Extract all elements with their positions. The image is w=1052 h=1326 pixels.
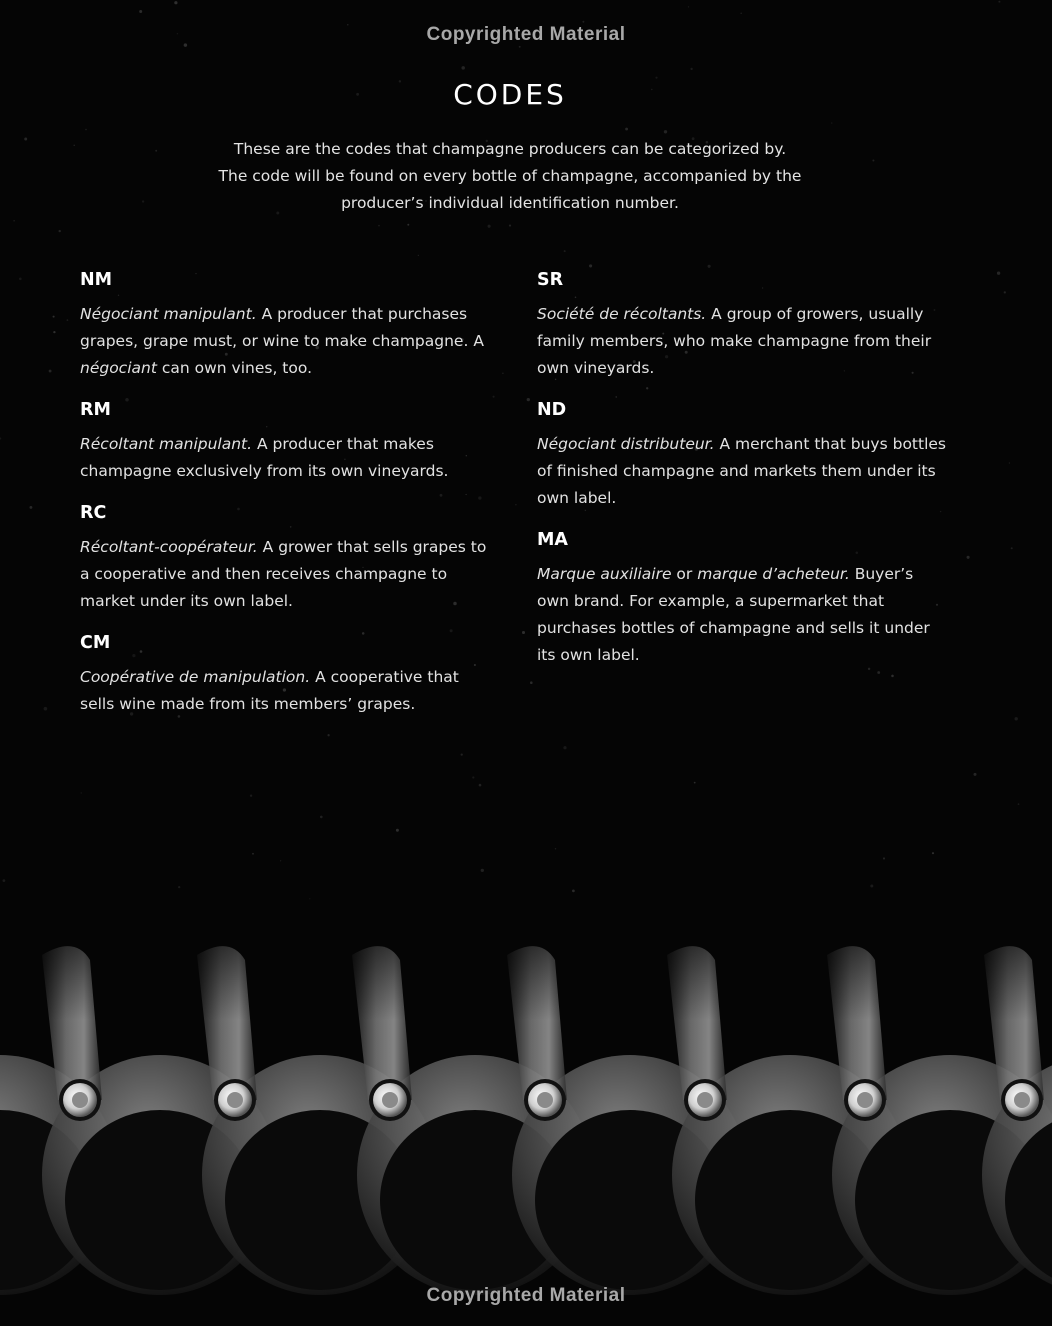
dust-speck xyxy=(3,879,6,882)
codes-left-column xyxy=(80,268,490,734)
dust-speck xyxy=(155,150,157,152)
codes-right-column xyxy=(537,268,947,685)
bottle-cap-center xyxy=(72,1092,88,1108)
dust-speck xyxy=(488,225,491,228)
dust-speck xyxy=(0,437,1,439)
code-term: Coopérative de manipulation. xyxy=(80,668,311,686)
dust-speck xyxy=(174,1,177,4)
dust-speck xyxy=(582,21,584,23)
bottle-cap-center xyxy=(227,1092,243,1108)
dust-speck xyxy=(974,773,977,776)
dust-speck xyxy=(81,792,82,793)
dust-speck xyxy=(515,504,516,505)
dust-speck xyxy=(883,857,885,859)
dust-speck xyxy=(396,829,399,832)
dust-speck xyxy=(555,848,556,849)
dust-speck xyxy=(530,681,533,684)
code-term: Négociant distributeur. xyxy=(537,435,715,453)
dust-speck xyxy=(49,370,52,373)
intro-line: The code will be found on every bottle of champagne, accompanied by the xyxy=(218,167,802,185)
code-description xyxy=(537,561,947,669)
code-text: A merchant that buys bottles of finished champagne and markets them under its own label. xyxy=(537,435,946,507)
code-label: ND xyxy=(537,400,567,420)
watermark-top: Copyrighted Material xyxy=(426,24,626,45)
dust-speck xyxy=(1004,291,1006,293)
code-entry-nd xyxy=(537,398,947,512)
dust-speck xyxy=(178,886,180,888)
dust-speck xyxy=(13,220,15,222)
dust-speck xyxy=(502,373,503,374)
dust-speck xyxy=(53,316,55,318)
dust-speck xyxy=(967,556,970,559)
code-term: marque d’acheteur. xyxy=(697,565,850,583)
dust-speck xyxy=(493,396,495,398)
dust-speck xyxy=(998,1,1000,3)
dust-speck xyxy=(280,860,281,861)
intro-line: These are the codes that champagne producers can be categorized by. xyxy=(233,140,787,158)
code-label: SR xyxy=(537,270,564,290)
dust-speck xyxy=(1011,547,1013,549)
code-term: Récoltant manipulant. xyxy=(80,435,253,453)
dust-speck xyxy=(870,884,873,887)
code-text: or xyxy=(671,565,698,583)
code-term: Négociant manipulant. xyxy=(80,305,257,323)
code-text: A group of growers, usually family members, who make champagne from their own vineyards. xyxy=(537,305,932,377)
dust-speck xyxy=(461,753,463,755)
dust-speck xyxy=(694,782,696,784)
code-text: A producer that makes champagne exclusively from its own vineyards. xyxy=(80,435,449,480)
dust-speck xyxy=(29,506,32,509)
code-label: MA xyxy=(537,530,568,550)
dust-speck xyxy=(418,255,419,256)
code-entry-rc xyxy=(80,501,490,615)
dust-speck xyxy=(664,130,667,133)
dust-speck xyxy=(327,734,329,736)
dust-speck xyxy=(461,66,465,70)
dust-speck xyxy=(997,272,1000,275)
dust-speck xyxy=(309,898,310,899)
code-label: RC xyxy=(80,503,107,523)
dust-speck xyxy=(688,6,689,7)
bottle-cap-center xyxy=(382,1092,398,1108)
bottle-cap-center xyxy=(537,1092,553,1108)
dust-speck xyxy=(250,795,252,797)
code-entry-nm xyxy=(80,268,490,382)
code-description xyxy=(537,431,947,512)
dust-speck xyxy=(690,68,692,70)
dust-speck xyxy=(527,398,530,401)
code-description xyxy=(80,534,490,615)
dust-speck xyxy=(1009,462,1010,463)
dust-speck xyxy=(479,784,482,787)
dust-speck xyxy=(564,250,566,252)
code-description xyxy=(80,301,490,382)
code-entry-rm xyxy=(80,398,490,485)
code-term: négociant xyxy=(80,359,157,377)
dust-speck xyxy=(85,129,87,131)
dust-speck xyxy=(563,746,566,749)
bottle-cap-center xyxy=(1014,1092,1030,1108)
dust-speck xyxy=(320,816,323,819)
code-text: A cooperative that sells wine made from its members’ grapes. xyxy=(80,668,459,713)
dust-speck xyxy=(24,138,27,141)
dust-speck xyxy=(522,631,525,634)
dust-speck xyxy=(252,853,254,855)
dust-speck xyxy=(472,776,474,778)
dust-speck xyxy=(53,331,55,333)
dust-speck xyxy=(572,890,575,893)
intro-line: producer’s individual identification number. xyxy=(341,194,679,212)
code-entry-sr xyxy=(537,268,947,382)
dust-speck xyxy=(1018,803,1020,805)
code-description xyxy=(80,431,490,485)
dust-speck xyxy=(625,128,628,131)
intro-paragraph xyxy=(200,136,820,217)
bottle-cap-center xyxy=(697,1092,713,1108)
dust-speck xyxy=(407,224,409,226)
code-text: A grower that sells grapes to a cooperative and then receives champagne to market under its own label. xyxy=(80,538,487,610)
page-title: CODES xyxy=(453,78,567,111)
code-description xyxy=(80,664,490,718)
dust-speck xyxy=(142,200,144,202)
dust-speck xyxy=(378,225,380,227)
dust-speck xyxy=(1014,717,1017,720)
code-label: CM xyxy=(80,633,111,653)
dust-speck xyxy=(932,852,934,854)
dust-speck xyxy=(44,707,48,711)
dust-speck xyxy=(139,10,142,13)
code-description xyxy=(537,301,947,382)
dust-speck xyxy=(831,122,833,124)
code-text: A producer that purchases grapes, grape must, or wine to make champagne. A xyxy=(80,305,484,350)
code-text: can own vines, too. xyxy=(156,359,312,377)
code-entry-cm xyxy=(80,631,490,718)
dust-speck xyxy=(481,869,484,872)
dust-speck xyxy=(519,46,521,48)
bottle-cap-center xyxy=(857,1092,873,1108)
code-term: Récoltant-coopérateur. xyxy=(80,538,258,556)
dust-speck xyxy=(67,319,69,321)
dust-speck xyxy=(19,277,22,280)
dust-speck xyxy=(509,225,511,227)
dust-speck xyxy=(740,12,742,14)
dust-speck xyxy=(73,145,74,146)
code-label: NM xyxy=(80,270,113,290)
dust-speck xyxy=(872,159,874,161)
dust-speck xyxy=(589,264,592,267)
code-entry-ma xyxy=(537,528,947,669)
code-text: Buyer’s own brand. For example, a supermarket that purchases bottles of champagne and sells it under its own label. xyxy=(537,565,930,664)
code-term: Société de récoltants. xyxy=(537,305,707,323)
dust-speck xyxy=(59,230,61,232)
code-term: Marque auxiliaire xyxy=(537,565,672,583)
code-label: RM xyxy=(80,400,111,420)
watermark-bottom: Copyrighted Material xyxy=(426,1285,626,1306)
